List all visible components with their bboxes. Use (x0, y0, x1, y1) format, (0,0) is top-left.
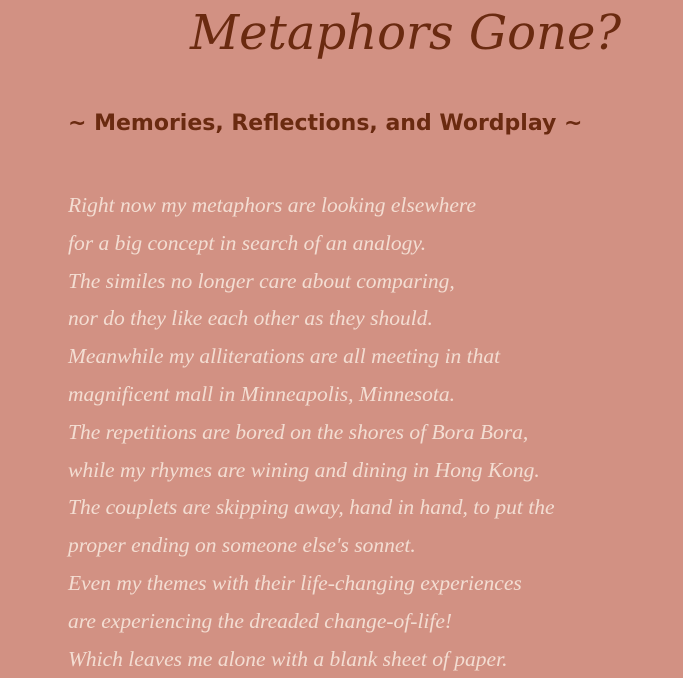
poem-line: The similes no longer care about comparing, (68, 268, 455, 293)
poem-line: magnificent mall in Minneapolis, Minnesota. (68, 381, 455, 406)
poem-line: for a big concept in search of an analogy. (68, 230, 427, 255)
page-title: Metaphors Gone? (190, 5, 622, 61)
poem-line: Even my themes with their life-changing experiences (68, 570, 522, 595)
poem-line: proper ending on someone else's sonnet. (68, 533, 416, 558)
poem-line: Which leaves me alone with a blank sheet of paper. (68, 646, 508, 671)
poem-text (68, 187, 555, 678)
poem-line: are experiencing the dreaded change-of-life! (68, 608, 453, 633)
page-subtitle: ~ Memories, Reflections, and Wordplay ~ (68, 111, 583, 136)
poem-line: The couplets are skipping away, hand in hand, to put the (68, 495, 555, 520)
poem-line: nor do they like each other as they should. (68, 306, 433, 331)
poem-line: Meanwhile my alliterations are all meeting in that (68, 344, 501, 369)
poem-line: while my rhymes are wining and dining in Hong Kong. (68, 457, 540, 482)
poem-line: The repetitions are bored on the shores of Bora Bora, (68, 419, 529, 444)
poem-line: Right now my metaphors are looking elsewhere (68, 193, 477, 217)
